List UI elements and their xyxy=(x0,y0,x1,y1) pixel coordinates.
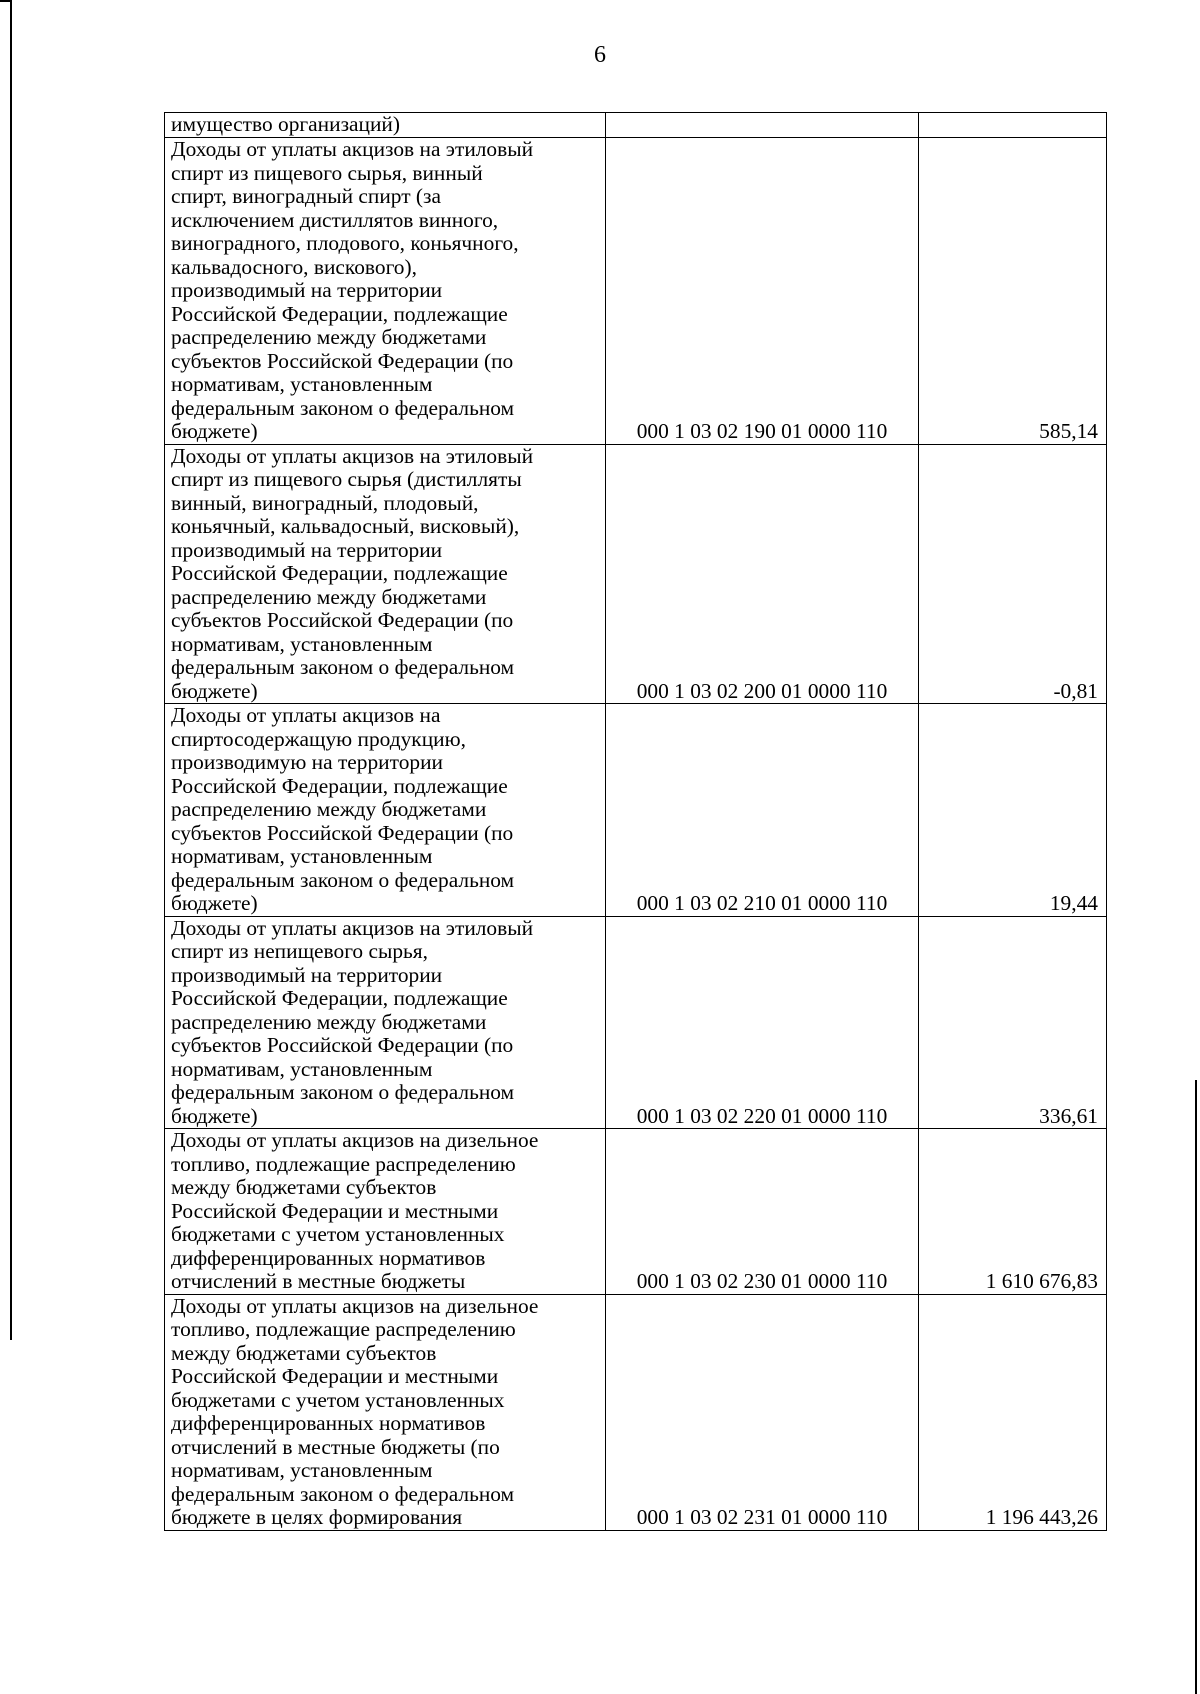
budget-code: 000 1 03 02 210 01 0000 110 xyxy=(606,704,919,917)
revenue-amount: 336,61 xyxy=(919,916,1107,1129)
scan-edge-top-left xyxy=(0,0,12,2)
revenue-description: имущество организаций) xyxy=(165,113,606,138)
table-row xyxy=(165,1129,1107,1295)
revenue-amount: 1 196 443,26 xyxy=(919,1294,1107,1530)
revenue-amount: 1 610 676,83 xyxy=(919,1129,1107,1295)
table-row xyxy=(165,138,1107,445)
revenue-description: Доходы от уплаты акцизов на этиловый спирт из непищевого сырья, производимый на территории Российской Федерации, подлежащие распределению между бюджетами субъектов Российской Федерации (по нормативам, установленным федеральным законом о федеральном бюджете) xyxy=(165,916,606,1129)
budget-code: 000 1 03 02 220 01 0000 110 xyxy=(606,916,919,1129)
revenue-amount: 585,14 xyxy=(919,138,1107,445)
table-row xyxy=(165,704,1107,917)
revenue-amount: 19,44 xyxy=(919,704,1107,917)
budget-code: 000 1 03 02 230 01 0000 110 xyxy=(606,1129,919,1295)
revenue-description: Доходы от уплаты акцизов на этиловый спирт из пищевого сырья (дистилляты винный, виноградный, плодовый, коньячный, кальвадосный, висковый), производимый на территории Российской Федерации, подлежащие распределению между бюджетами субъектов Российской Федерации (по нормативам, установленным федеральным законом о федеральном бюджете) xyxy=(165,444,606,704)
budget-code: 000 1 03 02 190 01 0000 110 xyxy=(606,138,919,445)
page-number: 6 xyxy=(594,42,606,68)
scan-edge-left xyxy=(10,0,12,1340)
revenue-description: Доходы от уплаты акцизов на спиртосодержащую продукцию, производимую на территории Российской Федерации, подлежащие распределению между бюджетами субъектов Российской Федерации (по нормативам, установленным федеральным законом о федеральном бюджете) xyxy=(165,704,606,917)
table-row xyxy=(165,113,1107,138)
revenue-description: Доходы от уплаты акцизов на дизельное топливо, подлежащие распределению между бюджетами субъектов Российской Федерации и местными бюджетами с учетом установленных дифференцированных нормативов отчислений в местные бюджеты (по нормативам, установленным федеральным законом о федеральном бюджете в целях формирования xyxy=(165,1294,606,1530)
table-row xyxy=(165,1294,1107,1530)
table-row xyxy=(165,444,1107,704)
revenue-description: Доходы от уплаты акцизов на дизельное топливо, подлежащие распределению между бюджетами субъектов Российской Федерации и местными бюджетами с учетом установленных дифференцированных нормативов отчислений в местные бюджеты xyxy=(165,1129,606,1295)
revenue-amount xyxy=(919,113,1107,138)
budget-code xyxy=(606,113,919,138)
budget-code: 000 1 03 02 231 01 0000 110 xyxy=(606,1294,919,1530)
revenue-amount: -0,81 xyxy=(919,444,1107,704)
revenue-description: Доходы от уплаты акцизов на этиловый спирт из пищевого сырья, винный спирт, виноградный спирт (за исключением дистиллятов винного, виноградного, плодового, коньячного, кальвадосного, вискового), производимый на территории Российской Федерации, подлежащие распределению между бюджетами субъектов Российской Федерации (по нормативам, установленным федеральным законом о федеральном бюджете) xyxy=(165,138,606,445)
revenue-table xyxy=(164,112,1107,1531)
table-row xyxy=(165,916,1107,1129)
scan-edge-right xyxy=(1195,1080,1197,1694)
budget-code: 000 1 03 02 200 01 0000 110 xyxy=(606,444,919,704)
